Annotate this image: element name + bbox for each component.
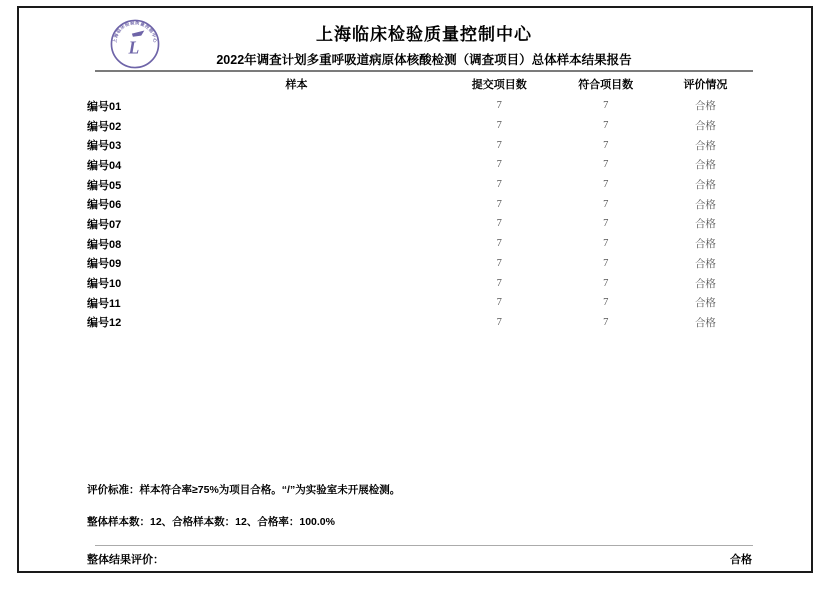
evaluation-cell: 合格: [694, 101, 716, 113]
sample-id-cell: 编号09: [87, 258, 122, 271]
evaluation-cell: 合格: [694, 278, 716, 290]
submitted-count-cell: 7: [496, 257, 502, 269]
sample-id-cell: 编号04: [87, 159, 122, 172]
table-row: [87, 175, 752, 195]
report-page: [17, 6, 813, 573]
seal-ring-text: 上海临床检验质量控制中心: [112, 20, 158, 44]
column-header-sample: 样本: [285, 79, 308, 91]
table-row: [87, 155, 752, 175]
conform-count-cell: 7: [603, 297, 609, 309]
submitted-count-cell: 7: [496, 297, 502, 309]
column-header-evaluation: 评价情况: [683, 79, 728, 91]
submitted-count-cell: 7: [496, 100, 502, 112]
submitted-count-cell: 7: [496, 159, 502, 171]
evaluation-cell: 合格: [694, 180, 716, 192]
sample-id-cell: 编号07: [87, 218, 122, 231]
column-header-submitted: 提交项目数: [471, 79, 527, 91]
submitted-count-cell: 7: [496, 179, 502, 191]
overall-result-label: 整体结果评价：: [87, 554, 164, 566]
sample-id-cell: 编号11: [87, 297, 121, 310]
sample-id-cell: 编号10: [87, 278, 122, 291]
table-body: [87, 96, 752, 332]
evaluation-cell: 合格: [694, 239, 716, 251]
table-row: [87, 214, 752, 234]
submitted-count-cell: 7: [496, 277, 502, 289]
table-row: [87, 194, 752, 214]
submitted-count-cell: 7: [496, 120, 502, 132]
column-header-conform: 符合项目数: [578, 79, 634, 91]
conform-count-cell: 7: [603, 120, 609, 132]
conform-count-cell: 7: [603, 179, 609, 191]
sample-id-cell: 编号12: [87, 317, 122, 330]
conform-count-cell: 7: [603, 159, 609, 171]
submitted-count-cell: 7: [496, 139, 502, 151]
table-row: [87, 234, 752, 254]
conform-count-cell: 7: [603, 218, 609, 230]
sample-id-cell: 编号01: [87, 100, 122, 113]
seal-monogram: L: [128, 37, 140, 58]
evaluation-cell: 合格: [694, 219, 716, 231]
table-row: [87, 313, 752, 333]
evaluation-cell: 合格: [694, 199, 716, 211]
conform-count-cell: 7: [603, 198, 609, 210]
evaluation-cell: 合格: [694, 121, 716, 133]
conform-count-cell: 7: [603, 139, 609, 151]
sample-id-cell: 编号05: [87, 179, 122, 192]
conform-count-cell: 7: [603, 238, 609, 250]
report-header: [94, 8, 754, 68]
sample-id-cell: 编号03: [87, 140, 122, 153]
overall-result-row: [87, 551, 752, 567]
table-row: [87, 96, 752, 116]
table-header-row: [87, 72, 752, 96]
conform-count-cell: 7: [603, 257, 609, 269]
conform-count-cell: 7: [603, 316, 609, 328]
evaluation-cell: 合格: [694, 258, 716, 270]
evaluation-cell: 合格: [694, 298, 716, 310]
sample-id-cell: 编号08: [87, 238, 122, 251]
criteria-note: 评价标准：样本符合率≥75%为项目合格。“/”为实验室未开展检测。: [87, 484, 401, 496]
submitted-count-cell: 7: [496, 198, 502, 210]
table-row: [87, 254, 752, 274]
table-row: [87, 293, 752, 313]
conform-count-cell: 7: [603, 277, 609, 289]
footer-divider: [95, 545, 753, 546]
evaluation-cell: 合格: [694, 317, 716, 329]
table-row: [87, 135, 752, 155]
summary-note: 整体样本数：12、合格样本数：12、合格率：100.0%: [87, 516, 335, 528]
overall-result-value: 合格: [730, 554, 752, 566]
evaluation-cell: 合格: [694, 140, 716, 152]
submitted-count-cell: 7: [496, 218, 502, 230]
sample-id-cell: 编号06: [87, 199, 122, 212]
results-table: [87, 72, 752, 332]
evaluation-cell: 合格: [694, 160, 716, 172]
conform-count-cell: 7: [603, 100, 609, 112]
table-row: [87, 116, 752, 136]
sample-id-cell: 编号02: [87, 120, 122, 133]
submitted-count-cell: 7: [496, 238, 502, 250]
org-name: 上海临床检验质量控制中心: [316, 25, 532, 44]
submitted-count-cell: 7: [496, 316, 502, 328]
report-title: 2022年调查计划多重呼吸道病原体核酸检测（调查项目）总体样本结果报告: [216, 53, 632, 67]
table-row: [87, 273, 752, 293]
